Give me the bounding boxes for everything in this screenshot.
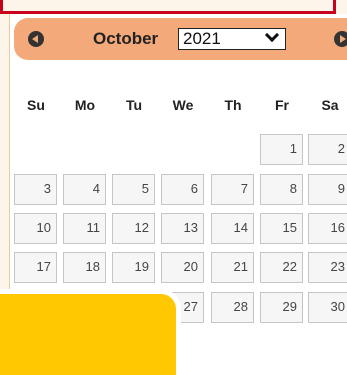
weekday-label: Th: [224, 97, 242, 113]
weekday-header-row: [10, 97, 347, 117]
weekday-label: We: [172, 97, 194, 113]
chevron-down-icon: [265, 28, 279, 42]
day-cell[interactable]: 14: [211, 213, 254, 244]
day-cell[interactable]: 23: [308, 252, 347, 283]
day-cell[interactable]: 9: [308, 174, 347, 205]
day-cell[interactable]: 16: [308, 213, 347, 244]
day-cell[interactable]: 19: [112, 252, 155, 283]
prev-month-button[interactable]: [28, 31, 44, 47]
day-cell[interactable]: 8: [260, 174, 303, 205]
weekday-label: Fr: [275, 97, 289, 113]
month-label: October: [93, 29, 159, 48]
day-cell[interactable]: 20: [161, 252, 204, 283]
weekday-label: Sa: [321, 97, 339, 113]
day-cell[interactable]: 13: [161, 213, 204, 244]
day-cell[interactable]: 10: [14, 213, 57, 244]
day-cell[interactable]: 30: [308, 292, 347, 323]
day-cell[interactable]: 7: [211, 174, 254, 205]
weekday-label: Tu: [125, 97, 143, 113]
day-cell[interactable]: 29: [260, 292, 303, 323]
day-cell[interactable]: 1: [260, 134, 303, 165]
weekday-label: Su: [27, 97, 45, 113]
day-cell[interactable]: 27: [161, 292, 204, 323]
day-cell[interactable]: 28: [211, 292, 254, 323]
day-cell[interactable]: 11: [63, 213, 106, 244]
calendar-header: [14, 18, 347, 60]
year-select-value: 2021: [183, 29, 221, 48]
day-cell[interactable]: 4: [63, 174, 106, 205]
day-cell[interactable]: 21: [211, 252, 254, 283]
day-cell[interactable]: 12: [112, 213, 155, 244]
day-cell[interactable]: 2: [308, 134, 347, 165]
day-cell[interactable]: 5: [112, 174, 155, 205]
top-border-line: [0, 0, 336, 14]
day-cell[interactable]: 15: [260, 213, 303, 244]
next-month-button[interactable]: [334, 31, 347, 47]
day-cell[interactable]: 6: [161, 174, 204, 205]
day-cell[interactable]: 3: [14, 174, 57, 205]
overlay-card: [0, 289, 181, 375]
year-select[interactable]: [178, 28, 286, 50]
day-cell[interactable]: 22: [260, 252, 303, 283]
weekday-label: Mo: [74, 97, 96, 113]
day-cell[interactable]: 17: [14, 252, 57, 283]
day-cell[interactable]: 18: [63, 252, 106, 283]
